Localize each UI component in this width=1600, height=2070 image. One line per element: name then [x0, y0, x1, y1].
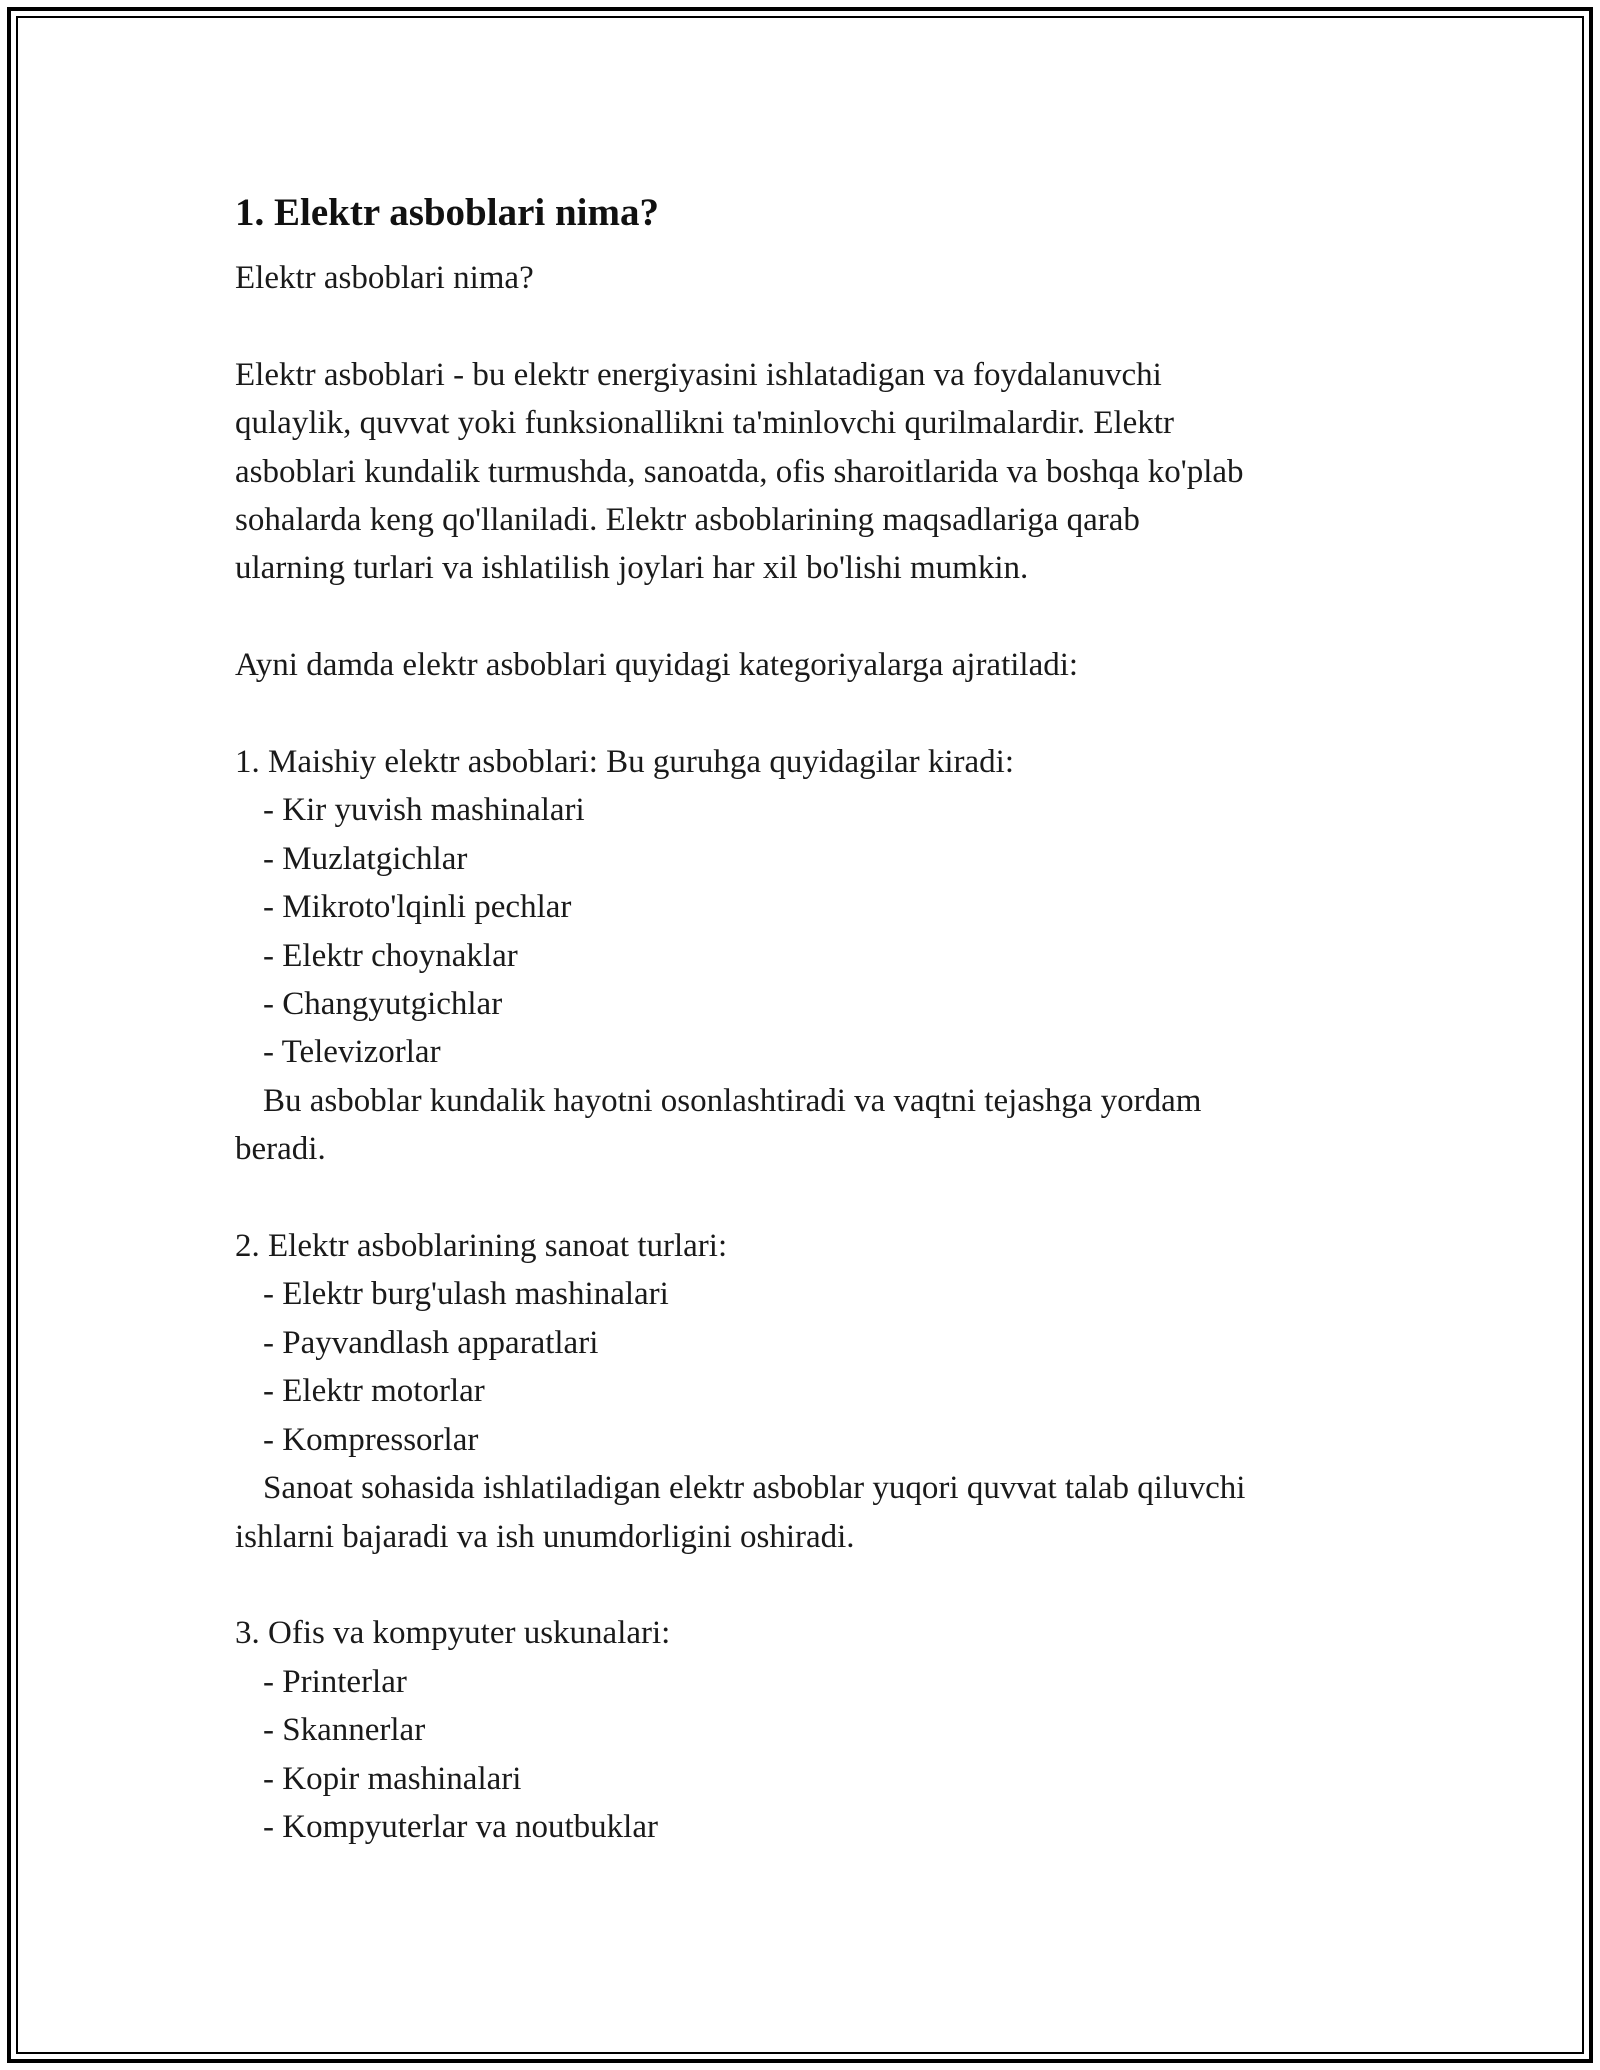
section-title: 1. Maishiy elektr asboblari: Bu guruhga quyidagilar kiradi:	[235, 744, 1014, 781]
paragraph-gap	[235, 1174, 1415, 1222]
category-section-household	[235, 738, 1415, 1174]
section-summary-continued: ishlarni bajaradi va ish unumdorligini oshiradi.	[235, 1518, 855, 1555]
list-item: - Changyutgichlar	[263, 986, 503, 1023]
list-item: - Elektr choynaklar	[263, 937, 518, 974]
section-title: 3. Ofis va kompyuter uskunalari:	[235, 1615, 671, 1652]
category-section-office	[235, 1609, 1415, 1851]
list-item: - Payvandlash apparatlari	[263, 1324, 599, 1361]
paragraph-gap	[235, 1561, 1415, 1609]
category-section-industrial	[235, 1222, 1415, 1561]
paragraph-gap	[235, 593, 1415, 641]
intro-line: sohalarda keng qo'llaniladi. Elektr asboblarining maqsadlariga qarab	[235, 502, 1140, 539]
intro-paragraph	[235, 351, 1415, 593]
list-item: - Televizorlar	[263, 1034, 441, 1071]
list-item: - Elektr burg'ulash mashinalari	[263, 1276, 669, 1313]
page-title: 1. Elektr asboblari nima?	[235, 191, 659, 234]
section-summary-continued: beradi.	[235, 1131, 326, 1168]
section-subtitle: Elektr asboblari nima?	[235, 260, 534, 296]
section-summary: Sanoat sohasida ishlatiladigan elektr asboblar yuqori quvvat talab qiluvchi	[263, 1470, 1246, 1507]
intro-line: ularning turlari va ishlatilish joylari har xil bo'lishi mumkin.	[235, 550, 1029, 587]
list-item: - Skannerlar	[263, 1712, 426, 1749]
list-item: - Kompressorlar	[263, 1421, 479, 1458]
intro-line: Elektr asboblari - bu elektr energiyasini ishlatadigan va foydalanuvchi	[235, 356, 1162, 393]
paragraph-gap	[235, 302, 1415, 350]
paragraph-gap	[235, 690, 1415, 738]
list-item: - Printerlar	[263, 1663, 407, 1700]
section-summary: Bu asboblar kundalik hayotni osonlashtiradi va vaqtni tejashga yordam	[263, 1082, 1202, 1119]
intro-line: asboblari kundalik turmushda, sanoatda, ofis sharoitlarida va boshqa ko'plab	[235, 453, 1244, 490]
list-item: - Kopir mashinalari	[263, 1760, 522, 1797]
list-item: - Kompyuterlar va noutbuklar	[263, 1808, 658, 1845]
list-item: - Kir yuvish mashinalari	[263, 792, 585, 829]
list-item: - Elektr motorlar	[263, 1373, 485, 1410]
section-title: 2. Elektr asboblarining sanoat turlari:	[235, 1228, 728, 1265]
intro-line: qulaylik, quvvat yoki funksionallikni ta'minlovchi qurilmalardir. Elektr	[235, 405, 1174, 442]
list-item: - Muzlatgichlar	[263, 840, 468, 877]
document-body	[235, 182, 1415, 1851]
list-item: - Mikroto'lqinli pechlar	[263, 889, 572, 926]
categories-intro: Ayni damda elektr asboblari quyidagi kategoriyalarga ajratiladi:	[235, 647, 1079, 684]
